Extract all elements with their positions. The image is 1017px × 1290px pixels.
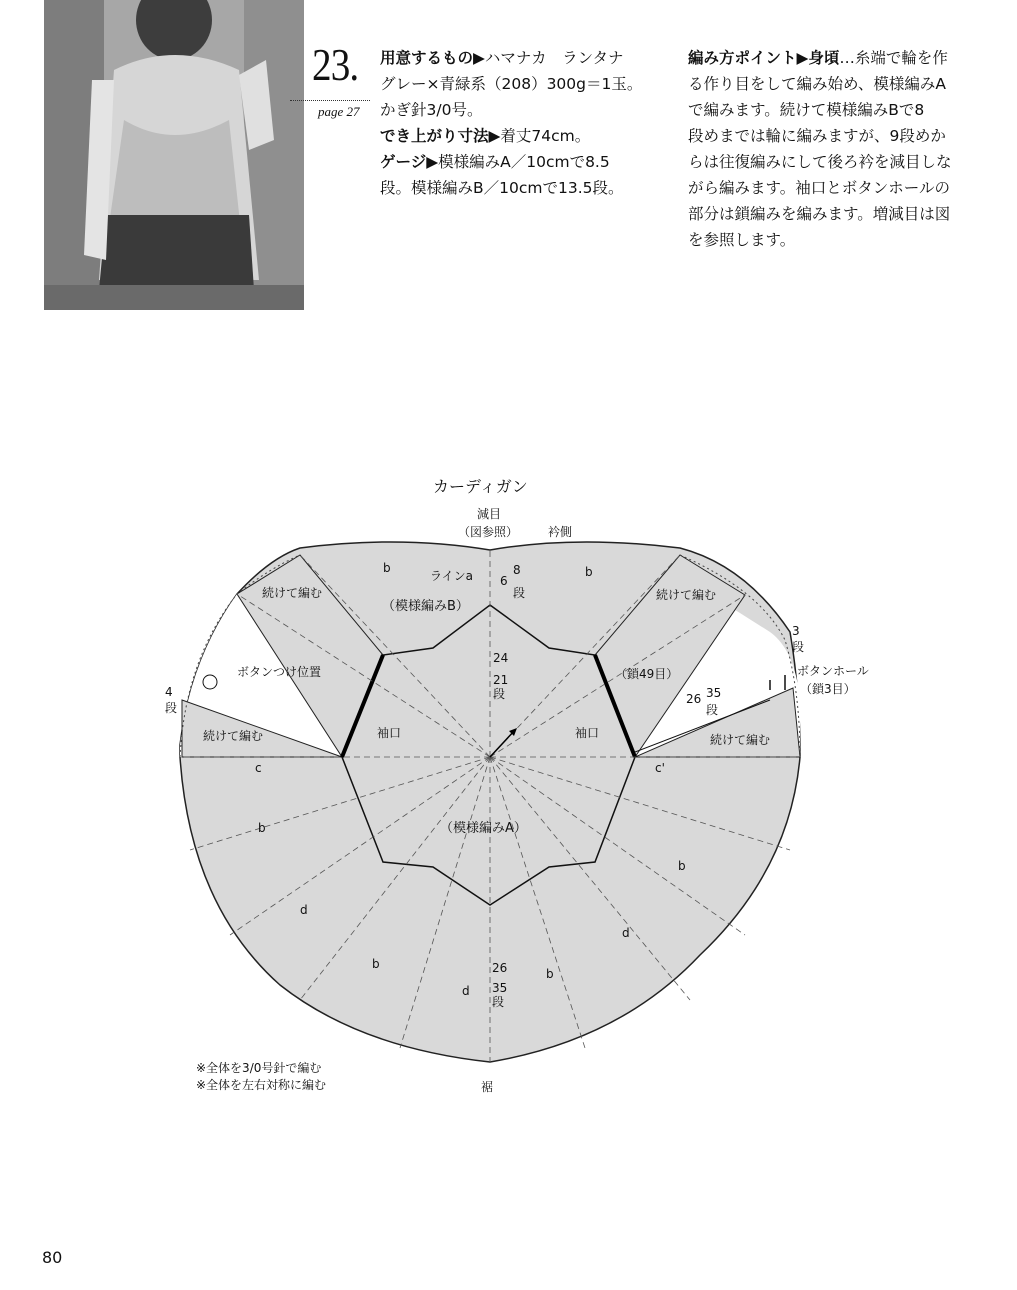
points-line-1: …糸端で輪を作 [839, 49, 948, 67]
model-photo-image [44, 0, 304, 310]
points-line-5: らは往復編みにして後ろ衿を減目しな [688, 153, 952, 171]
materials-heading: 用意するもの▶ [380, 49, 485, 67]
letter-b-left: b [258, 821, 266, 835]
points-line-4: 段めまでは輪に編みますが、9段めか [688, 127, 946, 145]
pattern-b-label: （模様編みB） [382, 599, 469, 614]
materials-block [380, 45, 642, 201]
header-rule [290, 100, 370, 101]
rows-24: 24 [493, 651, 509, 665]
letter-b-lower-right: b [546, 967, 554, 981]
letter-c: c [255, 761, 262, 775]
letter-b-lower-left: b [372, 957, 380, 971]
letter-b-top-left: b [383, 561, 391, 575]
letter-d-right: d [622, 926, 630, 940]
continue-top-right: 続けて編む [656, 588, 717, 602]
buttonhole-label: ボタンホール [797, 664, 869, 678]
points-line-7: 部分は鎖編みを編みます。増減目は図 [688, 205, 951, 223]
rows-6-8-unit: 段 [513, 586, 526, 600]
decrease-ref-label: （図参照） [458, 525, 519, 539]
sleeve-left-label: 袖口 [377, 726, 402, 740]
button-position-label: ボタンつけ位置 [237, 665, 322, 679]
buttonhole-chain-label: （鎖3目） [800, 682, 856, 696]
continue-right: 続けて編む [710, 733, 771, 747]
points-line-3: で編みます。続けて模様編みBで8 [688, 101, 925, 119]
cardigan-diagram-svg [0, 460, 1017, 1120]
points-line-8: を参照します。 [688, 231, 796, 249]
rows-right-unit: 段 [706, 703, 719, 717]
rows-21: 21 [493, 673, 509, 687]
materials-line-1: ハマナカ ランタナ [484, 49, 624, 67]
hem-label: 裾 [481, 1080, 494, 1094]
collar-side-label: 衿側 [548, 525, 573, 539]
rows-8: 8 [513, 563, 521, 577]
size-heading: でき上がり寸法▶ [380, 127, 501, 145]
rows-bottom-unit: 段 [492, 995, 505, 1009]
letter-d-bottom: d [462, 984, 470, 998]
materials-line-3: かぎ針3/0号。 [380, 101, 483, 119]
rows-24-21-unit: 段 [493, 687, 506, 701]
gauge-heading: ゲージ▶ [380, 153, 439, 171]
rows-right-26: 26 [686, 692, 702, 706]
sleeve-right-label: 袖口 [575, 726, 600, 740]
points-line-2: る作り目をして編み始め、模様編みA [688, 75, 946, 93]
rows-bottom-26: 26 [492, 961, 508, 975]
points-line-6: がら編みます。袖口とボタンホールの [688, 179, 950, 197]
points-block [688, 45, 952, 253]
sleeve-chain-label: （鎖49目） [615, 667, 679, 681]
pattern-number: 23. [312, 39, 359, 90]
size-value: 着丈74cm。 [500, 127, 591, 145]
continue-top-left: 続けて編む [262, 586, 323, 600]
model-photo [44, 0, 304, 310]
letter-d-left: d [300, 903, 308, 917]
letter-b-right: b [678, 859, 686, 873]
letter-b-top-right: b [585, 565, 593, 579]
rows-4-unit: 段 [165, 701, 178, 715]
rows-right-35: 35 [706, 686, 722, 700]
letter-c-prime: c' [655, 761, 665, 775]
line-a-label: ラインa [430, 569, 473, 583]
button-position-mark [203, 675, 217, 689]
continue-left: 続けて編む [203, 729, 264, 743]
rows-4: 4 [165, 685, 173, 699]
gauge-line-1: 模様編みA／10cmで8.5 [438, 153, 610, 171]
rows-6: 6 [500, 574, 508, 588]
rows-bottom-35: 35 [492, 981, 508, 995]
points-heading: 編み方ポイント▶身頃 [688, 49, 840, 67]
note-2: ※全体を左右対称に編む [196, 1078, 327, 1092]
pattern-a-label: （模様編みA） [440, 821, 527, 836]
gauge-line-2: 段。模様編みB／10cmで13.5段。 [380, 179, 624, 197]
page-number: 80 [42, 1248, 63, 1267]
materials-line-2: グレー×青緑系（208）300g＝1玉。 [380, 75, 643, 93]
decrease-label: 減目 [477, 507, 502, 521]
page-reference: page 27 [318, 104, 360, 119]
note-1: ※全体を3/0号針で編む [196, 1061, 322, 1075]
rows-3: 3 [792, 624, 800, 638]
cardigan-diagram [0, 460, 1017, 1120]
diagram-title: カーディガン [433, 477, 528, 496]
rows-3-unit: 段 [792, 640, 805, 654]
